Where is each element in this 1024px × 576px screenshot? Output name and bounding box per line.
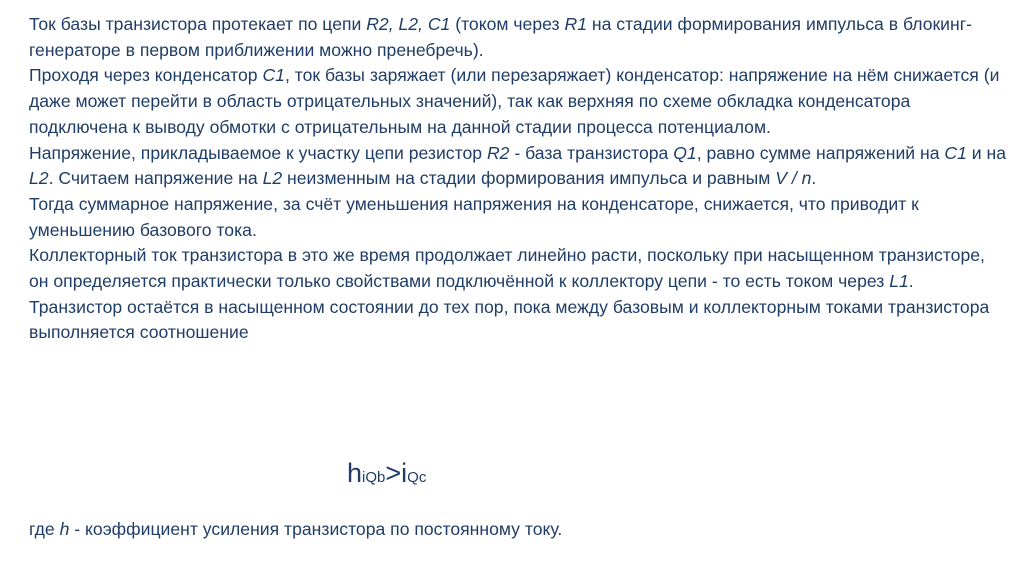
text-run: Транзистор остаётся в насыщенном состоянии до тех пор, пока между базовым и коллекторным токами транзистора выполняется соотношение [29,296,990,343]
text-run: Тогда суммарное напряжение, за счёт уменьшения напряжения на конденсаторе, снижается, что приводит к уменьшению базового тока. [29,193,919,240]
text-run: Проходя через конденсатор [29,65,263,86]
italic-symbol: R2, L2, C1 [366,14,451,34]
text-run: на стадии формирования импульса в блокинг-генераторе в первом приближении можно пренебречь). [29,14,972,60]
footer-prefix: где [29,519,60,539]
text-run: неизменным на стадии формирования импульса и равным [282,168,776,189]
main-text [29,12,1009,346]
footer-text [29,517,1009,542]
italic-symbol: L2 [29,168,49,189]
footer-var-h: h [59,519,70,539]
italic-symbol: C1 [944,142,967,163]
italic-symbol: L2 [262,168,283,189]
text-run: - база транзистора [509,142,674,163]
italic-symbol: R1 [564,14,587,34]
paragraph [29,295,1009,346]
formula-i: i [401,458,408,488]
text-run: Напряжение, прикладываемое к участку цепи резистор [29,142,487,163]
italic-symbol: R2 [486,142,510,163]
formula-h: h [347,458,363,488]
text-run: и на [966,142,1006,163]
text-run: . [811,168,817,189]
text-run: . [908,271,914,292]
paragraph [29,12,1009,63]
paragraph [29,192,1009,243]
italic-symbol: L1 [889,271,909,292]
italic-symbol: Q1 [673,142,697,163]
paragraph [29,141,1009,192]
formula-gt: > [385,458,402,488]
paragraph [29,243,1009,294]
italic-symbol: V / n [775,168,812,189]
formula-sub-qc: Qc [407,469,427,486]
formula-sub-iqb: iQb [362,469,386,486]
text-run: . Считаем напряжение на [48,168,263,189]
footer-suffix: - коэффициент усиления транзистора по постоянному току. [69,519,563,539]
text-run: Ток базы транзистора протекает по цепи [29,14,367,34]
text-run: Коллекторный ток транзистора в это же время продолжает линейно расти, поскольку при насыщенном транзисторе, он определяется практически только свойствами подключённой к коллектору цепи - то есть током через [29,245,985,292]
text-run: , равно сумме напряжений на [696,142,945,163]
paragraph [29,63,1009,140]
text-run: (током через [450,14,565,34]
italic-symbol: C1 [262,65,285,86]
text-run: , ток базы заряжает (или перезаряжает) конденсатор: напряжение на нём снижается (и даже может перейти в область отрицательных значений), так как верхняя по схеме обкладка конденсатора подключена к выводу обмотки с отрицательным на данной стадии процесса потенциалом. [29,65,1000,137]
inequality-formula [347,456,426,495]
